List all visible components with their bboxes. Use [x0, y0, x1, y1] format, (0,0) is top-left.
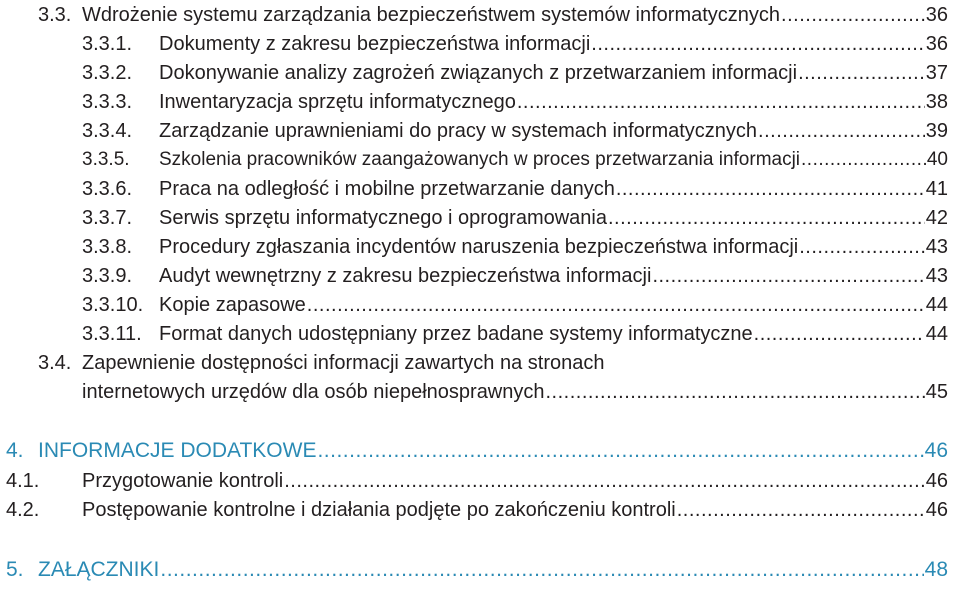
toc-entry-3-3[interactable]: [38, 2, 948, 28]
toc-title: Wdrożenie systemu zarządzania bezpieczeństwem systemów informatycznych: [82, 4, 781, 26]
toc-title: Zarządzanie uprawnieniami do pracy w systemach informatycznych: [159, 120, 758, 142]
toc-page-number: 45: [925, 381, 948, 403]
toc-title: Praca na odległość i mobilne przetwarzanie danych: [159, 178, 615, 200]
toc-page-number: 43: [925, 236, 948, 258]
toc-title-continuation: internetowych urzędów dla osób niepełnosprawnych: [82, 381, 545, 403]
toc-entry-4-1[interactable]: [6, 468, 948, 494]
toc-leader-dots: [652, 263, 924, 289]
toc-page-number: 42: [925, 207, 948, 229]
toc-title: Kopie zapasowe: [159, 294, 306, 316]
toc-title: Serwis sprzętu informatycznego i oprogramowania: [159, 207, 607, 229]
toc-title: Zapewnienie dostępności informacji zawartych na stronach: [82, 352, 605, 374]
toc-entry-3-3-10[interactable]: [82, 292, 948, 318]
toc-leader-dots: [754, 321, 925, 347]
toc-leader-dots: [798, 60, 925, 86]
toc-number: 3.4.: [38, 352, 72, 374]
toc-leader-dots: [616, 176, 925, 202]
toc-page-number: 40: [926, 149, 948, 170]
toc-page-number: 41: [925, 178, 948, 200]
toc-entry-3-3-11[interactable]: [82, 321, 948, 347]
toc-leader-dots: [517, 89, 925, 115]
toc-page-number: 39: [925, 120, 948, 142]
toc-title: Dokonywanie analizy zagrożeń związanych z przetwarzaniem informacji: [159, 62, 798, 84]
toc-leader-dots: [307, 292, 925, 318]
toc-entry-3-3-1[interactable]: [82, 31, 948, 57]
toc-page-number: 36: [925, 33, 948, 55]
toc-leader-dots: [677, 497, 925, 523]
toc-page-number: 38: [925, 91, 948, 113]
toc-number: 3.3.3.: [82, 91, 133, 113]
toc-entry-3-4-continuation[interactable]: [82, 379, 948, 405]
toc-entry-5[interactable]: [6, 557, 948, 583]
toc-number: 5.: [6, 558, 24, 581]
toc-number: 3.3.2.: [82, 62, 133, 84]
toc-page-number: 46: [924, 439, 948, 462]
toc-leader-dots: [608, 205, 925, 231]
toc-entry-4-2[interactable]: [6, 497, 948, 523]
toc-entry-3-4[interactable]: [38, 350, 948, 376]
toc-number: 4.1.: [6, 470, 40, 492]
toc-leader-dots: [781, 2, 925, 28]
toc-entry-3-3-7[interactable]: [82, 205, 948, 231]
toc-title: Postępowanie kontrolne i działania podjęte po zakończeniu kontroli: [82, 499, 676, 521]
toc-number: 3.3.7.: [82, 207, 133, 229]
toc-entry-3-3-5[interactable]: [82, 147, 948, 173]
toc-number: 3.3.4.: [82, 120, 133, 142]
toc-leader-dots: [284, 468, 925, 494]
toc-title: ZAŁĄCZNIKI: [38, 558, 160, 581]
toc-number: 3.3.1.: [82, 33, 133, 55]
toc-title: Format danych udostępniany przez badane systemy informatyczne: [159, 323, 753, 345]
toc-page-number: 37: [925, 62, 948, 84]
toc-number: 3.3.9.: [82, 265, 133, 287]
toc-number: 4.2.: [6, 499, 40, 521]
toc-number: 3.3.5.: [82, 149, 130, 170]
toc-number: 3.3.11.: [82, 323, 142, 345]
toc-page-number: 44: [925, 323, 948, 345]
toc-page-number: 46: [925, 470, 948, 492]
toc-leader-dots: [160, 557, 923, 583]
toc-title: Procedury zgłaszania incydentów naruszenia bezpieczeństwa informacji: [159, 236, 799, 258]
toc-number: 3.3.10.: [82, 294, 144, 316]
toc-entry-3-3-3[interactable]: [82, 89, 948, 115]
toc-page-number: 44: [925, 294, 948, 316]
toc-leader-dots: [317, 438, 923, 464]
toc-title: Przygotowanie kontroli: [82, 470, 284, 492]
toc-entry-3-3-2[interactable]: [82, 60, 948, 86]
toc-title: Szkolenia pracowników zaangażowanych w proces przetwarzania informacji: [159, 149, 801, 170]
toc-entry-3-3-8[interactable]: [82, 234, 948, 260]
toc-number: 4.: [6, 439, 24, 462]
toc-title: Dokumenty z zakresu bezpieczeństwa informacji: [159, 33, 591, 55]
toc-title: Audyt wewnętrzny z zakresu bezpieczeństwa informacji: [159, 265, 652, 287]
toc-page-number: 36: [925, 4, 948, 26]
toc-page-number: 43: [925, 265, 948, 287]
toc-title: Inwentaryzacja sprzętu informatycznego: [159, 91, 516, 113]
toc-leader-dots: [799, 234, 925, 260]
toc-title: INFORMACJE DODATKOWE: [38, 439, 317, 462]
toc-leader-dots: [591, 31, 924, 57]
toc-entry-3-3-9[interactable]: [82, 263, 948, 289]
toc-entry-3-3-4[interactable]: [82, 118, 948, 144]
toc-entry-4[interactable]: [6, 438, 948, 464]
toc-leader-dots: [801, 147, 926, 173]
toc-leader-dots: [546, 379, 925, 405]
toc-page-number: 46: [925, 499, 948, 521]
toc-page-number: 48: [924, 558, 948, 581]
toc-entry-3-3-6[interactable]: [82, 176, 948, 202]
toc-number: 3.3.8.: [82, 236, 133, 258]
toc-leader-dots: [758, 118, 925, 144]
toc-number: 3.3.6.: [82, 178, 133, 200]
toc-number: 3.3.: [38, 4, 72, 26]
